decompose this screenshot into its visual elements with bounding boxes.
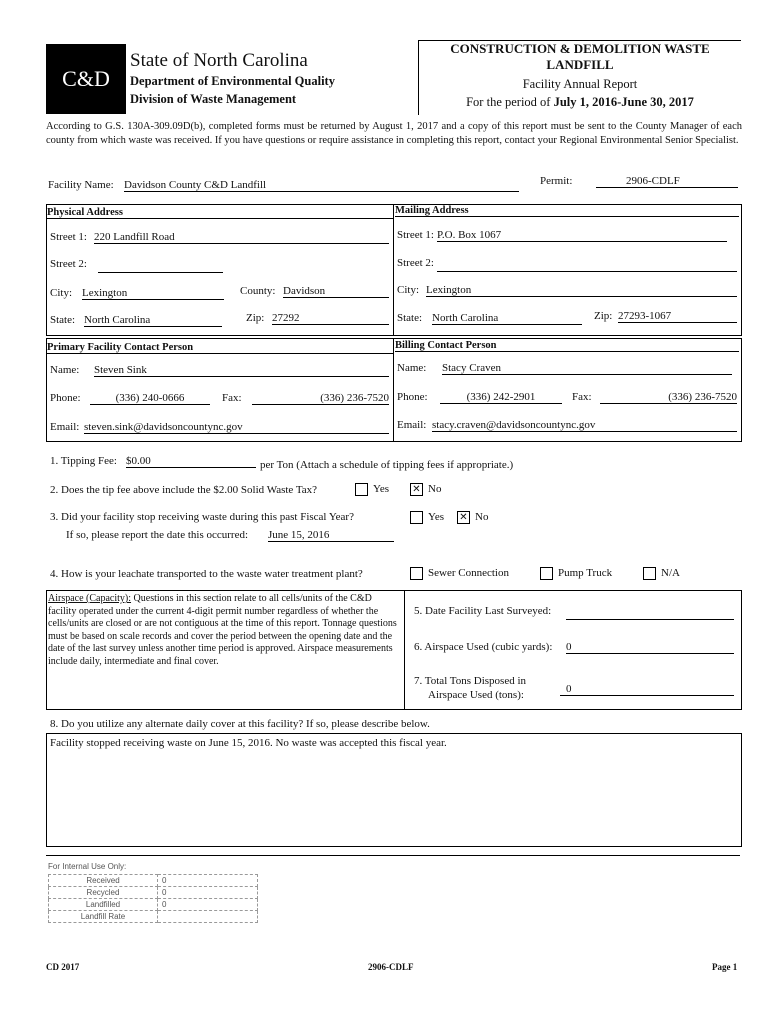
q2-no-checkbox[interactable]: ✕ xyxy=(410,483,423,496)
title-line3: Facility Annual Report xyxy=(522,77,638,91)
landfilled-value: 0 xyxy=(158,899,258,911)
q3-no[interactable] xyxy=(457,511,488,524)
contact-divider xyxy=(393,338,394,441)
alternate-cover-answer: Facility stopped receiving waste on June 15, 2016. No waste was accepted this fiscal year. xyxy=(50,737,447,749)
title-line2: LANDFILL xyxy=(546,57,614,72)
table-row xyxy=(49,875,258,887)
billing-email-field[interactable]: stacy.craven@davidsoncountync.gov xyxy=(432,419,737,432)
billing-fax-field[interactable]: (336) 236-7520 xyxy=(600,391,737,404)
phys-state-label: State: xyxy=(50,314,76,326)
q4-pump[interactable] xyxy=(540,567,612,580)
address-divider xyxy=(393,204,394,335)
mail-state-label: State: xyxy=(397,312,423,324)
mail-state-field[interactable]: North Carolina xyxy=(432,312,582,325)
mail-city-field[interactable]: Lexington xyxy=(426,284,737,297)
q2-yes[interactable] xyxy=(355,483,389,496)
footer-permit: 2906-CDLF xyxy=(368,962,414,972)
billing-contact-title: Billing Contact Person xyxy=(395,340,739,352)
title-line1: CONSTRUCTION & DEMOLITION WASTE xyxy=(450,41,710,56)
landfilled-label: Landfilled xyxy=(49,899,158,911)
sewer-label: Sewer Connection xyxy=(428,567,509,580)
alternate-cover-textarea[interactable] xyxy=(46,733,742,847)
internal-use-table xyxy=(48,874,258,923)
facility-name-field[interactable]: Davidson County C&D Landfill xyxy=(124,179,519,192)
phys-city-label: City: xyxy=(50,287,73,299)
q3-date-label: If so, please report the date this occurred: xyxy=(66,529,249,541)
billing-phone-label: Phone: xyxy=(397,391,428,403)
mail-street2-field[interactable] xyxy=(437,257,737,272)
q3-yes-label: Yes xyxy=(428,511,445,524)
permit-label: Permit: xyxy=(540,175,573,187)
division-name: Division of Waste Management xyxy=(130,92,297,106)
phys-county-label: County: xyxy=(240,285,276,297)
q3-yes[interactable] xyxy=(410,511,444,524)
stop-date-field[interactable]: June 15, 2016 xyxy=(268,529,394,542)
q1-suffix: per Ton (Attach a schedule of tipping fees if appropriate.) xyxy=(260,459,514,471)
airspace-divider xyxy=(404,590,405,709)
billing-name-field[interactable]: Stacy Craven xyxy=(442,362,732,375)
q2-yes-checkbox[interactable] xyxy=(355,483,368,496)
billing-phone-field[interactable]: (336) 242-2901 xyxy=(440,391,562,404)
primary-fax-label: Fax: xyxy=(222,392,242,404)
airspace-heading: Airspace (Capacity): xyxy=(48,593,132,604)
q7-label-line2: Airspace Used (tons): xyxy=(428,689,524,701)
airspace-text xyxy=(48,593,400,669)
physical-address-title: Physical Address xyxy=(47,207,393,219)
mail-street1-field[interactable]: P.O. Box 1067 xyxy=(437,229,727,242)
billing-email-label: Email: xyxy=(397,419,427,431)
mail-street2-label: Street 2: xyxy=(397,257,434,269)
q3-yes-checkbox[interactable] xyxy=(410,511,423,524)
footer-page-number: Page 1 xyxy=(712,962,738,972)
airspace-description: Questions in this section relate to all cells/units of the C&D facility operated under the current 4-digit permit number regardless of whether the cells/units are closed or are not contiguous at the time of this report. Tonnage questions must be based on scale records and cover the period between the opening date and the date of the last survey unless another time period is approved. Airspace measurements include daily, intermediate and final cover. xyxy=(48,593,397,667)
permit-field[interactable]: 2906-CDLF xyxy=(596,175,738,188)
footer-form-id: CD 2017 xyxy=(46,962,80,972)
q6-label: 6. Airspace Used (cubic yards): xyxy=(414,641,553,653)
internal-use-title: For Internal Use Only: xyxy=(48,862,127,871)
na-checkbox[interactable] xyxy=(643,567,656,580)
phys-zip-field[interactable]: 27292 xyxy=(272,312,389,325)
primary-phone-field[interactable]: (336) 240-0666 xyxy=(90,392,210,405)
mail-street1-label: Street 1: xyxy=(397,229,434,241)
q7-label-line1: 7. Total Tons Disposed in xyxy=(414,675,527,687)
q4-sewer[interactable] xyxy=(410,567,509,580)
intro-paragraph: According to G.S. 130A-309.09D(b), completed forms must be returned by August 1, 2017 and a copy of this report must be sent to the County Manager of each county from which waste was received. If you have questions or require assistance in completing this report, contact your Regional Environmental Senior Specialist. xyxy=(46,121,742,146)
recycled-value: 0 xyxy=(158,887,258,899)
table-row xyxy=(49,911,258,923)
q4-na[interactable] xyxy=(643,567,680,580)
q2-label: 2. Does the tip fee above include the $2.00 Solid Waste Tax? xyxy=(50,484,318,496)
department-name: Department of Environmental Quality xyxy=(130,74,335,88)
q2-yes-label: Yes xyxy=(373,483,390,496)
phys-county-field[interactable]: Davidson xyxy=(283,285,389,298)
primary-phone-label: Phone: xyxy=(50,392,81,404)
mail-zip-label: Zip: xyxy=(594,310,613,322)
tipping-fee-field[interactable]: $0.00 xyxy=(126,455,256,468)
table-row xyxy=(49,887,258,899)
mail-city-label: City: xyxy=(397,284,420,296)
mailing-address-title: Mailing Address xyxy=(395,205,739,217)
received-label: Received xyxy=(49,875,158,887)
table-row xyxy=(49,899,258,911)
pump-truck-checkbox[interactable] xyxy=(540,567,553,580)
facility-name-label: Facility Name: xyxy=(48,179,114,191)
phys-street2-label: Street 2: xyxy=(50,258,87,270)
recycled-label: Recycled xyxy=(49,887,158,899)
section-rule xyxy=(46,855,740,856)
billing-fax-label: Fax: xyxy=(572,391,592,403)
landfill-rate-value xyxy=(158,911,258,923)
phys-city-field[interactable]: Lexington xyxy=(82,287,224,300)
q4-label: 4. How is your leachate transported to the waste water treatment plant? xyxy=(50,568,363,580)
tons-disposed-field[interactable]: 0 xyxy=(560,683,734,696)
billing-name-label: Name: xyxy=(397,362,427,374)
q3-no-label: No xyxy=(475,511,489,524)
mail-zip-field[interactable]: 27293-1067 xyxy=(618,310,737,323)
period-dates: July 1, 2016-June 30, 2017 xyxy=(553,95,694,109)
q1-label: 1. Tipping Fee: xyxy=(50,455,117,467)
q5-label: 5. Date Facility Last Surveyed: xyxy=(414,605,552,617)
q3-no-checkbox[interactable]: ✕ xyxy=(457,511,470,524)
q3-label: 3. Did your facility stop receiving waste during this past Fiscal Year? xyxy=(50,511,354,523)
report-title-box xyxy=(418,40,741,115)
received-value: 0 xyxy=(158,875,258,887)
q8-label: 8. Do you utilize any alternate daily cover at this facility? If so, please describe below. xyxy=(50,718,430,730)
phys-state-field[interactable]: North Carolina xyxy=(84,314,222,327)
phys-zip-label: Zip: xyxy=(246,312,265,324)
primary-name-label: Name: xyxy=(50,364,80,376)
q2-no[interactable] xyxy=(410,483,441,496)
report-period xyxy=(419,95,741,110)
cd-logo xyxy=(46,44,126,114)
survey-date-field[interactable] xyxy=(566,605,734,620)
primary-email-field[interactable]: steven.sink@davidsoncountync.gov xyxy=(84,421,389,434)
phys-street1-field[interactable]: 220 Landfill Road xyxy=(94,231,389,244)
primary-email-label: Email: xyxy=(50,421,80,433)
landfill-rate-label: Landfill Rate xyxy=(49,911,158,923)
q2-no-label: No xyxy=(428,483,442,496)
period-prefix: For the period of xyxy=(466,95,554,109)
pump-truck-label: Pump Truck xyxy=(558,567,613,580)
primary-contact-title: Primary Facility Contact Person xyxy=(47,342,393,354)
sewer-checkbox[interactable] xyxy=(410,567,423,580)
state-name: State of North Carolina xyxy=(130,50,308,71)
phys-street2-field[interactable] xyxy=(98,258,223,273)
airspace-used-field[interactable]: 0 xyxy=(566,641,734,654)
primary-name-field[interactable]: Steven Sink xyxy=(94,364,389,377)
primary-fax-field[interactable]: (336) 236-7520 xyxy=(252,392,389,405)
na-label: N/A xyxy=(661,567,680,580)
logo-text: C&D xyxy=(62,66,110,91)
phys-street1-label: Street 1: xyxy=(50,231,87,243)
